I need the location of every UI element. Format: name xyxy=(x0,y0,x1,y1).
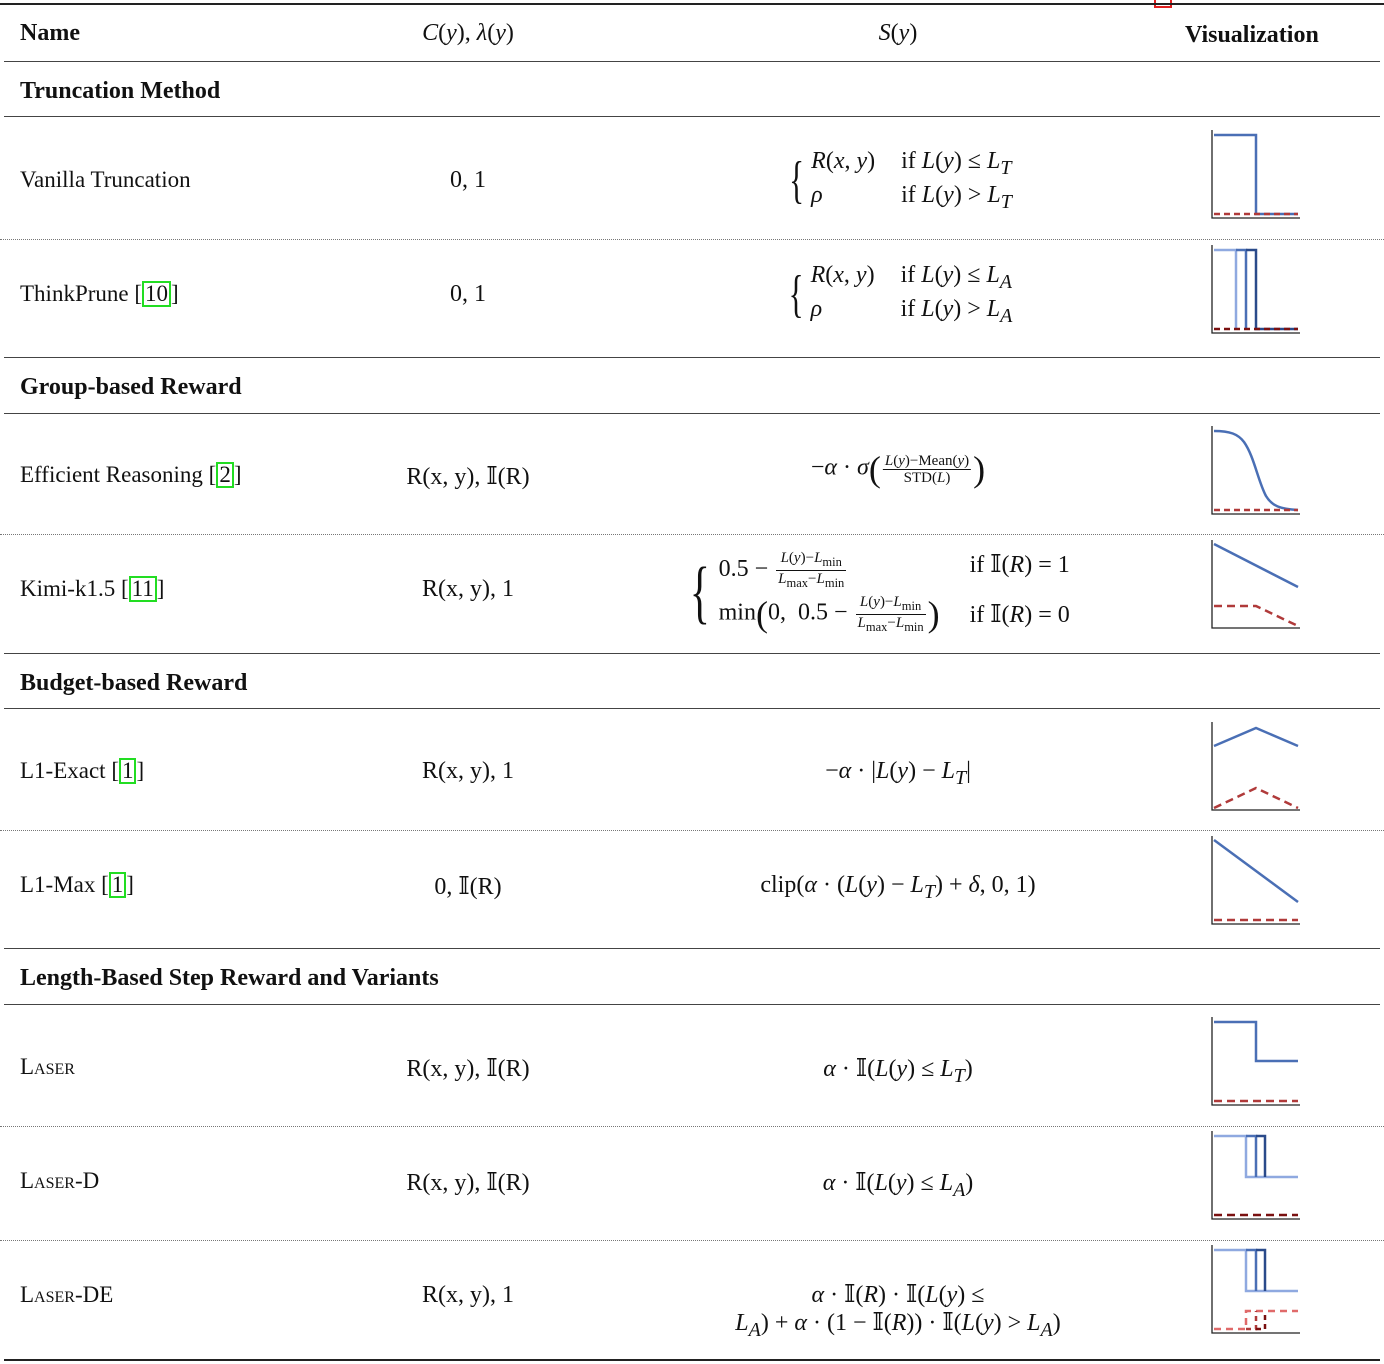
section-rule xyxy=(4,708,1380,709)
c-lambda-value: R(x, y), 1 xyxy=(422,758,514,784)
s-formula: { R(x, y) if $L(y) \le L_A$ ρ if $L(y) > L_A$ xyxy=(788,262,1013,327)
section-rule xyxy=(4,948,1380,949)
section-rule xyxy=(4,116,1380,117)
method-name: L1-Exact [ 1 ] xyxy=(20,758,145,783)
s-formula: α · 𝕀(R) · 𝕀(L(y) ≤ $L_A) + \alpha \cdot (1$ − 𝕀(R)) · 𝕀(L(y) > $L_A$) xyxy=(735,1282,1061,1341)
table-top-rule xyxy=(0,3,1384,5)
section-rule xyxy=(4,357,1380,358)
row-divider xyxy=(0,534,1384,535)
section-rule xyxy=(4,413,1380,414)
visualization-step-down xyxy=(1210,1017,1302,1109)
row-divider xyxy=(0,1126,1384,1127)
c-lambda-value: R(x, y), 𝕀(R) xyxy=(406,1056,530,1082)
header-name: Name xyxy=(20,20,80,46)
header-visualization: Visualization xyxy=(1185,22,1319,48)
s-formula: α · 𝕀(L(y) ≤ $L_T$) xyxy=(823,1056,973,1087)
visualization-step-drop xyxy=(1210,130,1302,222)
s-formula: clip(α · $(L(y) - L_T) + \delta$, 0, 1) xyxy=(760,872,1036,903)
c-lambda-value: 0, 𝕀(R) xyxy=(434,874,502,900)
section-rule xyxy=(4,653,1380,654)
method-name: Kimi-k1.5 [ 11 ] xyxy=(20,576,165,601)
c-lambda-value: R(x, y), 1 xyxy=(422,576,514,602)
s-formula: −α · σ( $\frac{\text{L(y)−Mean(y)}}{\text{STD(L)}}$ ) xyxy=(810,449,986,489)
visualization-linear-decay xyxy=(1210,836,1302,928)
header-c-lambda: C(y), λ(y) xyxy=(422,20,514,46)
table-bottom-rule xyxy=(4,1359,1380,1361)
citation-link[interactable]: 2 xyxy=(216,462,234,488)
s-formula: { R(x, y) if $L(y) \le L_T$ ρ if $L(y) > L_T$ xyxy=(789,148,1012,213)
visualization-peak xyxy=(1210,722,1302,814)
c-lambda-value: 0, 1 xyxy=(450,167,486,193)
method-name: Efficient Reasoning [ 2 ] xyxy=(20,462,242,487)
method-name: L1-Max [ 1 ] xyxy=(20,872,134,897)
c-lambda-value: R(x, y), 𝕀(R) xyxy=(406,464,530,490)
method-name: Laser xyxy=(20,1054,75,1079)
header-rule xyxy=(4,61,1380,62)
section-title: Truncation Method xyxy=(20,78,221,104)
visualization-sigmoid-decay xyxy=(1210,426,1302,518)
method-name: Laser-D xyxy=(20,1168,100,1193)
c-lambda-value: R(x, y), 𝕀(R) xyxy=(406,1170,530,1196)
row-divider xyxy=(0,239,1384,240)
citation-link[interactable]: 11 xyxy=(129,576,157,602)
method-name: ThinkPrune [ 10 ] xyxy=(20,281,179,306)
citation-link[interactable]: 1 xyxy=(109,872,127,898)
method-name: Laser-DE xyxy=(20,1282,114,1307)
s-formula: { 0.5 − $\frac{L(y)-L_{min}}{L_{max}-L_{min}}$ if 𝕀(R) = 1 min(0, 0.5 − $\frac{L(y)-L_{min}}{L_{max}-L_{min}}$ ) if 𝕀(R) = 0 xyxy=(689,550,1070,634)
s-formula: α · 𝕀(L(y) ≤ $L_A$) xyxy=(822,1170,974,1201)
row-divider xyxy=(0,1240,1384,1241)
header-s: S(y) xyxy=(878,20,918,46)
c-lambda-value: R(x, y), 1 xyxy=(422,1282,514,1308)
section-title: Budget-based Reward xyxy=(20,670,248,696)
citation-link[interactable]: 1 xyxy=(119,758,137,784)
visualization-linear-decay-with-clipped xyxy=(1210,540,1302,632)
visualization-multi-step-drop xyxy=(1210,245,1302,337)
method-name: Vanilla Truncation xyxy=(20,167,191,192)
section-title: Length-Based Step Reward and Variants xyxy=(20,965,439,991)
visualization-multi-step-down-with-exploration xyxy=(1210,1245,1302,1337)
c-lambda-value: 0, 1 xyxy=(450,281,486,307)
s-formula: $-\alpha \cdot |L(y) - L_T|$ xyxy=(825,758,971,789)
citation-link[interactable]: 10 xyxy=(142,281,171,307)
section-rule xyxy=(4,1004,1380,1005)
visualization-multi-step-down xyxy=(1210,1131,1302,1223)
row-divider xyxy=(0,830,1384,831)
section-title: Group-based Reward xyxy=(20,374,242,400)
